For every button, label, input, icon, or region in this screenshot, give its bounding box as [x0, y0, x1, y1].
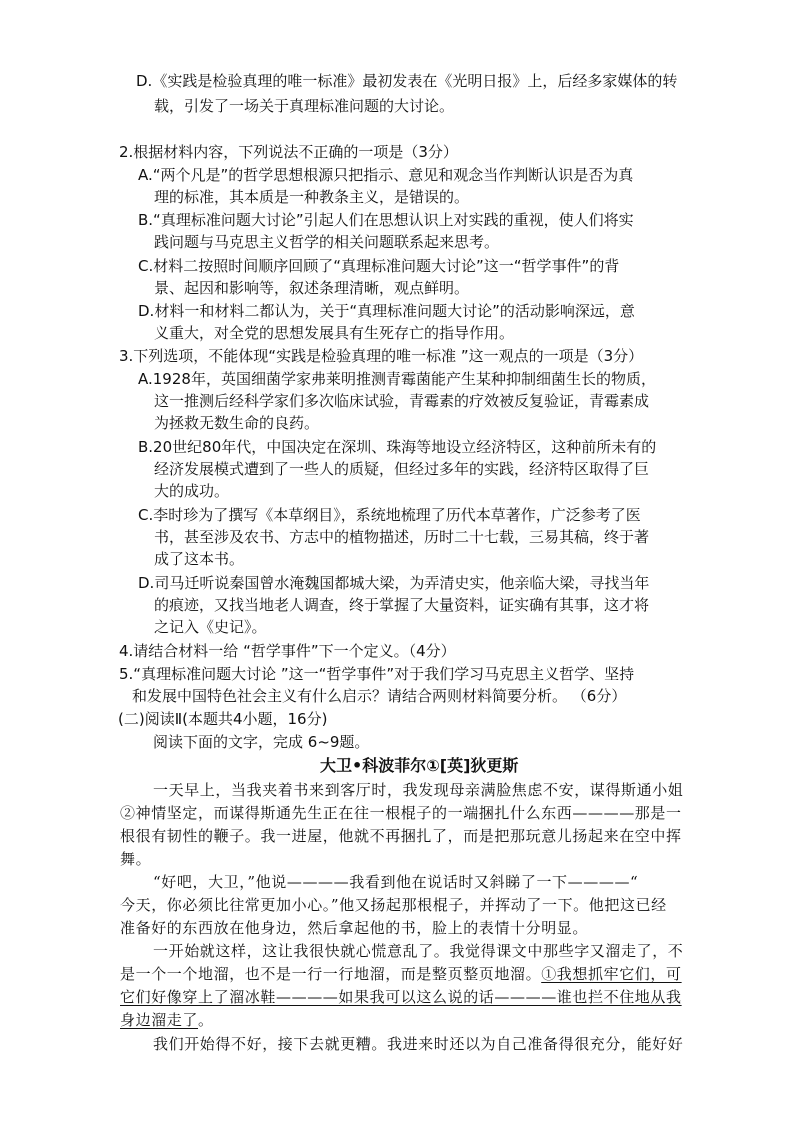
q2-option-d-line2: 义重大，对全党的思想发展具有生死存亡的指导作用。 — [154, 324, 515, 342]
underlined-sentence-1-end: 身边溜走了 — [120, 1011, 199, 1029]
passage-p2-line1: “好吧，大卫，”他说————我看到他在说话时又斜睇了一下————“ — [153, 873, 639, 891]
q4-stem: 4.请结合材料一给 “哲学事件”下一个定义。（4分） — [119, 642, 456, 660]
q3-option-d-line1: D.司马迁听说秦国曾水淹魏国都城大梁，为弄清史实，他亲临大梁，寻找当年 — [138, 574, 650, 592]
passage-p2-line3: 准备好的东西放在他身边，然后拿起他的书，脸上的表情十分明显。 — [120, 919, 589, 937]
passage-p4-line1: 我们开始得不好，接下去就更糟。我进来时还以为自己准备得很充分，能好好 — [153, 1035, 684, 1053]
q1-option-d-line1: D.《实践是检验真理的唯一标准》最初发表在《光明日报》上，后经多家媒体的转 — [136, 72, 678, 90]
q3-option-c-line3: 成了这本书。 — [154, 550, 245, 568]
q2-option-c-line1: C.材料二按照时间顺序回顾了“真理标准问题大讨论”这一“哲学事件”的背 — [138, 257, 620, 275]
passage-p3-line2 — [120, 964, 682, 984]
q2-option-d-line1: D.材料一和材料二都认为，关于“真理标准问题大讨论”的活动影响深远，意 — [138, 302, 635, 320]
q2-option-a-line2: 理的标准，其本质是一种教条主义，是错误的。 — [154, 188, 470, 206]
q3-option-b-line2: 经济发展模式遭到了一些人的质疑，但经过多年的实践，经济特区取得了巨 — [154, 460, 650, 478]
passage-p3-line4-punct: 。 — [198, 1011, 214, 1029]
passage-p1-line1: 一天早上，当我夹着书来到客厅时，我发现母亲满脸焦虑不安，谋得斯通小姐 — [153, 781, 684, 799]
q2-option-b-line1: B.“真理标准问题大讨论”引起人们在思想认识上对实践的重视，使人们将实 — [138, 211, 634, 229]
passage-p2-line2: 今天，你必须比往常更加小心。”他又扬起那根棍子，并挥动了一下。他把这已经 — [120, 896, 667, 914]
q2-option-c-line2: 景、起因和影响等，叙述条理清晰，观点鲜明。 — [154, 279, 470, 297]
q3-option-b-line1: B.20世纪80年代，中国决定在深圳、珠海等地设立经济特区，这种前所未有的 — [138, 438, 657, 456]
underlined-sentence-1-middle: 它们好像穿上了溜冰鞋————如果我可以这么说的话————谁也拦不住地从我 — [120, 988, 682, 1006]
q3-option-d-line3: 之记入《史记》。 — [154, 618, 267, 636]
q3-option-a-line1: A.1928年，英国细菌学家弗莱明推测青霉菌能产生某种抑制细菌生长的物质， — [138, 370, 656, 388]
passage-p3-line2-plain: 是一个一个地溜，也不是一行一行地溜，而是整页整页地溜。 — [120, 965, 542, 983]
q2-option-a-line1: A.“两个凡是”的哲学思想根源只把指示、意见和观念当作判断认识是否为真 — [138, 166, 634, 184]
passage-p1-line3: 根很有韧性的鞭子。我一进屋，他就不再捆扎了，而是把那玩意儿扬起来在空中挥 — [120, 827, 682, 845]
passage-p3-line1: 一开始就这样，这让我很快就心慌意乱了。我觉得课文中那些字又溜走了，不 — [153, 942, 684, 960]
q2-stem: 2.根据材料内容，下列说法不正确的一项是（3分） — [119, 143, 458, 161]
q3-option-c-line1: C.李时珍为了撰写《本草纲目》，系统地梳理了历代本草著作，广泛参考了医 — [138, 506, 641, 524]
underlined-sentence-1-start: ①我想抓牢它们，可 — [541, 965, 682, 983]
q1-option-d-line2: 载，引发了一场关于真理标准问题的大讨论。 — [154, 97, 455, 115]
passage-title: 大卫•科波菲尔①[英]狄更斯 — [320, 756, 519, 775]
q5-line2: 和发展中国特色社会主义有什么启示？请结合两则材料简要分析。 （6分） — [132, 687, 627, 705]
q3-option-c-line2: 书，甚至涉及农书、方志中的植物描述，历时二十七载，三易其稿，终于著 — [154, 528, 650, 546]
passage-p1-line2: ②神情坚定，而谋得斯通先生正在往一根棍子的一端捆扎什么东西————那是一 — [120, 804, 682, 822]
q3-option-a-line2: 这一推测后经科学家们多次临床试验，青霉素的疗效被反复验证，青霉素成 — [154, 392, 650, 410]
section2-instruction: 阅读下面的文字，完成 6~9题。 — [153, 733, 370, 751]
q3-stem: 3.下列选项，不能体现“实践是检验真理的唯一标准 ”这一观点的一项是（3分） — [119, 347, 644, 365]
q3-option-b-line3: 大的成功。 — [154, 482, 230, 500]
section2-heading: (二)阅读Ⅱ(本题共4小题，16分) — [118, 710, 328, 728]
passage-p3-line4 — [120, 1010, 214, 1030]
passage-p1-line4: 舞。 — [120, 850, 152, 868]
q3-option-d-line2: 的痕迹，又找当地老人调查，终于掌握了大量资料，证实确有其事，这才将 — [154, 596, 650, 614]
q5-line1: 5.“真理标准问题大讨论 ”这一“哲学事件”对于我们学习马克思主义哲学、坚持 — [119, 665, 635, 683]
q2-option-b-line2: 践问题与马克思主义哲学的相关问题联系起来思考。 — [154, 233, 500, 251]
q3-option-a-line3: 为拯救无数生命的良药。 — [154, 414, 320, 432]
